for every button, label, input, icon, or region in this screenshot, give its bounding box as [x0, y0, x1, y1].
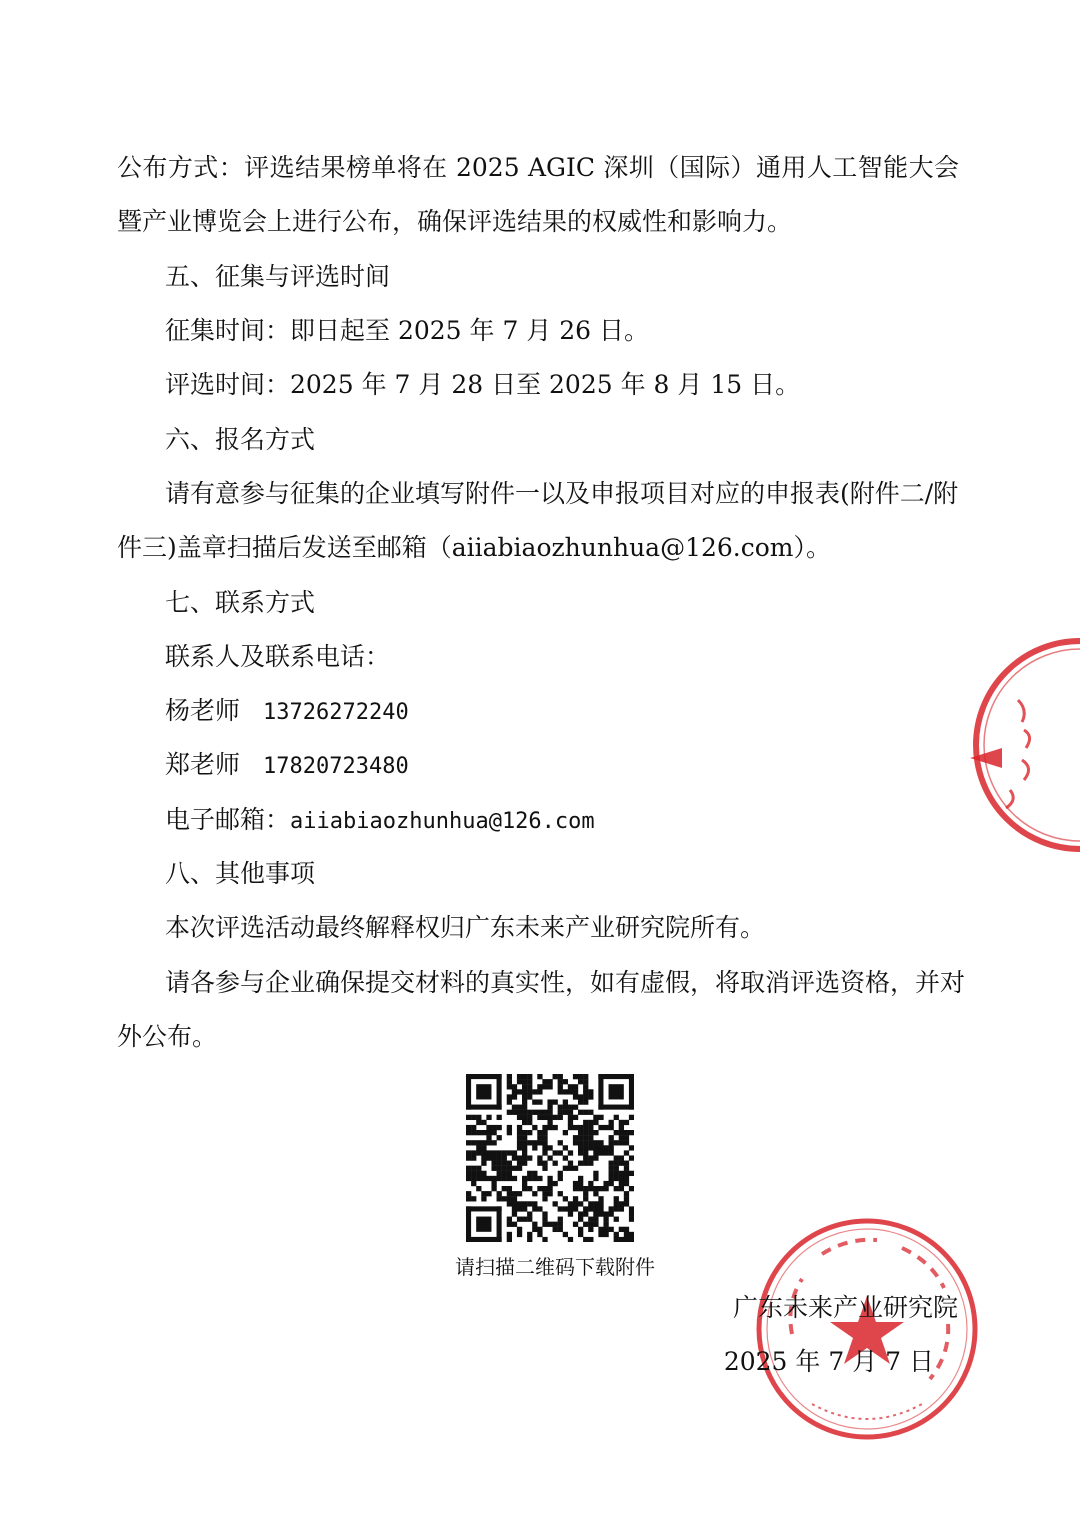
announce-paragraph-line-2: 暨产业博览会上进行公布，确保评选结果的权威性和影响力。 — [117, 207, 793, 236]
announce-paragraph-line-1 — [0, 152, 1080, 184]
contact-phone: 13726272240 — [263, 700, 409, 725]
official-seal-stamp — [752, 1214, 982, 1444]
signature-date: 2025 年 7 月 7 日 — [723, 1347, 934, 1376]
email-label: 电子邮箱： — [165, 805, 291, 834]
section-8-heading: 八、其他事项 — [165, 859, 316, 888]
partial-seal-stamp — [960, 630, 1080, 860]
review-time: 评选时间：2025 年 7 月 28 日至 2025 年 8 月 15 日。 — [165, 370, 801, 399]
section-6-heading: 六、报名方式 — [165, 425, 316, 454]
contact-name: 杨老师 — [165, 696, 241, 725]
announce-text-1: 公布方式：评选结果榜单将在 2025 AGIC 深圳（国际）通用人工智能大会 — [117, 153, 959, 182]
email-row — [0, 804, 1080, 838]
signup-paragraph-line-2: 件三)盖章扫描后发送至邮箱（aiiabiaozhunhua@126.com）。 — [117, 533, 832, 562]
qr-caption: 请扫描二维码下载附件 — [455, 1255, 655, 1279]
other-paragraph-2-line-1: 请各参与企业确保提交材料的真实性，如有虚假，将取消评选资格，并对 — [165, 968, 966, 997]
qr-code-image — [466, 1074, 634, 1242]
signup-paragraph-line-1: 请有意参与征集的企业填写附件一以及申报项目对应的申报表(附件二/附 — [165, 479, 959, 508]
other-paragraph-1: 本次评选活动最终解释权归广东未来产业研究院所有。 — [165, 913, 766, 942]
contact-row — [0, 695, 1080, 729]
contact-phone: 17820723480 — [263, 754, 409, 779]
section-7-heading: 七、联系方式 — [165, 588, 316, 617]
signature-organization: 广东未来产业研究院 — [732, 1293, 958, 1322]
other-paragraph-2-line-2: 外公布。 — [117, 1022, 218, 1051]
contact-name: 郑老师 — [165, 750, 241, 779]
section-5-heading: 五、征集与评选时间 — [165, 262, 391, 291]
collection-time: 征集时间：即日起至 2025 年 7 月 26 日。 — [165, 316, 650, 345]
contact-row — [0, 749, 1080, 783]
contact-intro: 联系人及联系电话： — [165, 642, 391, 671]
email-address: aiiabiaozhunhua@126.com — [290, 809, 595, 834]
